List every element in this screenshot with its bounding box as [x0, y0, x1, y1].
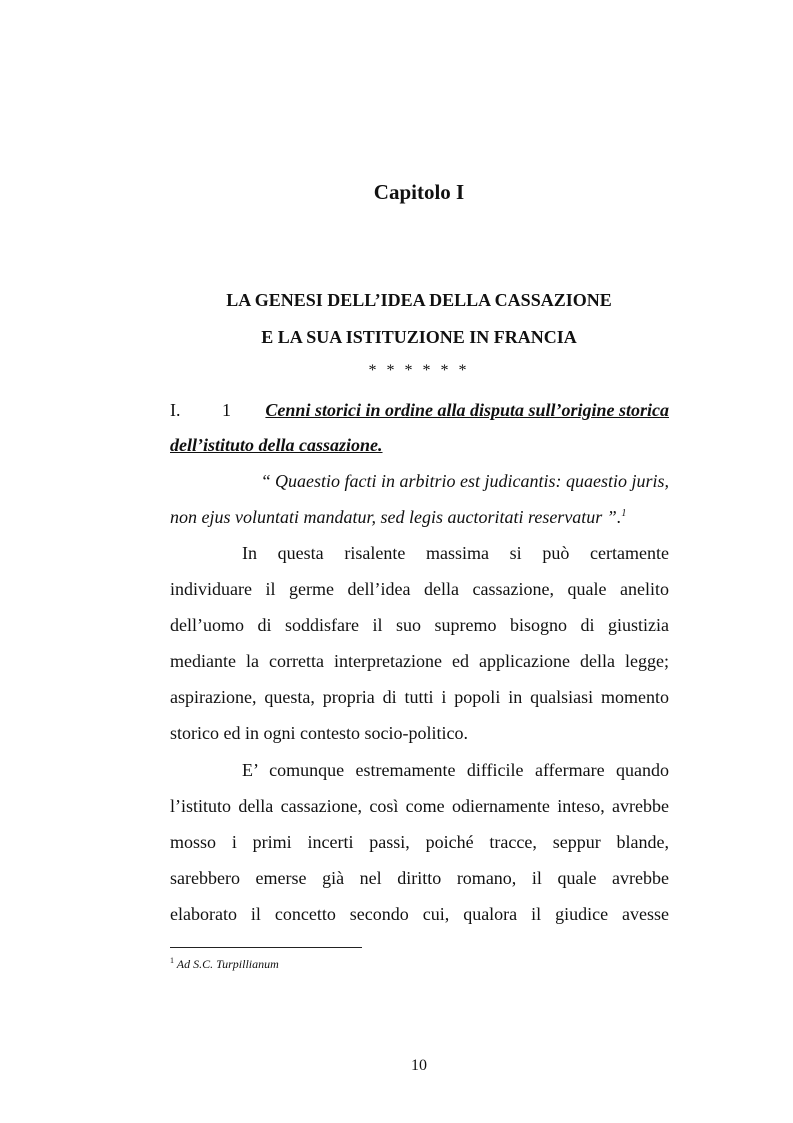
footnote-reference[interactable]: 1: [621, 508, 627, 519]
paragraph-2-line-1: E’ comunque estremamente difficile affermare quando: [242, 760, 669, 780]
chapter-title-line-2: E LA SUA ISTITUZIONE IN FRANCIA: [261, 327, 577, 347]
page-number: 10: [411, 1057, 427, 1074]
paragraph-1-line-5: aspirazione, questa, propria di tutti i popoli in qualsiasi momento: [170, 687, 669, 707]
quote-line-1: Quaestio facti in arbitrio est judicantis: quaestio juris,: [275, 471, 669, 491]
quote-open-mark: “: [262, 471, 275, 491]
section-heading: [170, 397, 669, 423]
footnote: [170, 957, 279, 972]
latin-quote: [170, 468, 669, 494]
paragraph-1-line-6: storico ed in ogni contesto socio-politico.: [170, 723, 468, 743]
paragraph-2-line-4: sarebbero emerse già nel diritto romano, il quale avrebbe: [170, 868, 669, 888]
paragraph-2-line-5: elaborato il concetto secondo cui, qualora il giudice avesse: [170, 904, 669, 924]
paragraph-1-line-2: individuare il germe dell’idea della cassazione, quale anelito: [170, 579, 669, 599]
paragraph-1-line-3: dell’uomo di soddisfare il suo supremo bisogno di giustizia: [170, 615, 669, 635]
paragraph-1-line-1: In questa risalente massima si può certamente: [242, 543, 669, 563]
section-number-arabic: 1: [222, 400, 231, 420]
section-separator: * * * * * *: [368, 362, 470, 379]
paragraph-2-line-2: l’istituto della cassazione, così come odiernamente inteso, avrebbe: [170, 796, 669, 816]
footnote-divider: [170, 947, 362, 948]
chapter-heading: Capitolo I: [373, 180, 465, 204]
footnote-text: Ad S.C. Turpillianum: [174, 957, 279, 971]
footnote-number: 1: [170, 956, 174, 965]
paragraph-1-line-4: mediante la corretta interpretazione ed applicazione della legge;: [170, 651, 669, 671]
section-title-line-1: Cenni storici in ordine alla disputa sull’origine storica: [265, 400, 669, 420]
section-title-line-2: dell’istituto della cassazione.: [170, 435, 383, 455]
quote-line-2: non ejus voluntati mandatur, sed legis auctoritati reservatur ”.: [170, 507, 622, 527]
chapter-title-line-1: LA GENESI DELL’IDEA DELLA CASSAZIONE: [226, 290, 612, 310]
paragraph-2-line-3: mosso i primi incerti passi, poiché tracce, seppur blande,: [170, 832, 669, 852]
section-number-roman: I.: [170, 400, 181, 420]
